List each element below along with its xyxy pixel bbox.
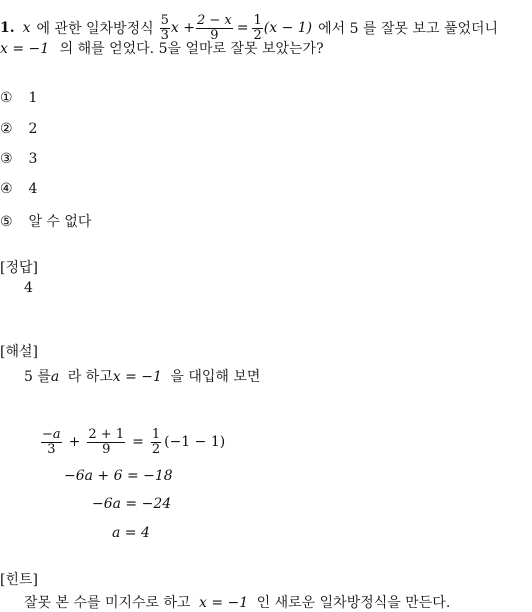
step1-frac-3: $\frac{1}{2}$	[151, 426, 161, 457]
answer-heading: [정답]	[0, 260, 38, 276]
choice-label: 4	[28, 181, 38, 197]
choice-3[interactable]	[0, 151, 37, 167]
explanation-math: x = −1	[112, 369, 162, 385]
question-text-after: 에서 5 를 잘못 보고 풀었더니	[318, 21, 499, 37]
question-text-before: 에 관한 일차방정식	[36, 21, 154, 37]
explanation-intro: 5 를a 라 하고x = −1 을 대입해 보면	[24, 369, 261, 385]
step1-frac-2: $\frac{2 + 1}{9}$	[88, 426, 125, 457]
explanation-var: a	[50, 369, 60, 385]
choice-1[interactable]	[0, 90, 37, 106]
eq-equals: =	[236, 20, 249, 36]
question-var: x	[22, 20, 31, 36]
eq-term1-tail: x +	[170, 20, 195, 36]
choice-4[interactable]	[0, 181, 37, 197]
choice-label: 2	[28, 121, 38, 137]
eq-frac-3: $\frac{1}{2}$	[253, 12, 262, 43]
question-line-2	[0, 38, 324, 58]
choice-mark: ①	[0, 90, 13, 106]
answer-value: 4	[24, 280, 33, 296]
explanation-heading: [해설]	[0, 344, 38, 360]
eq-frac-1: $\frac{5}{3}$	[160, 12, 169, 43]
choice-mark: ②	[0, 121, 13, 137]
hint-text: 잘못 본 수를 미지수로 하고 x = −1 인 새로운 일차방정식을 만든다.	[24, 595, 451, 611]
choice-label: 3	[28, 151, 38, 167]
hint-math: x = −1	[199, 595, 249, 611]
question-line2-math: x = −1	[0, 41, 50, 57]
explanation-step-1: $\frac{-a}{3}$ + $\frac{2 + 1}{9}$ = $\frac{1}{2}$ (−1 − 1)	[42, 426, 226, 457]
choice-label: 1	[28, 90, 38, 106]
step1-frac-1: $\frac{-a}{3}$	[42, 426, 61, 457]
choice-label: 알 수 없다	[28, 214, 92, 230]
choice-2[interactable]	[0, 121, 37, 137]
choice-mark: ④	[0, 181, 13, 197]
explanation-step-3: −6a = −24	[92, 496, 172, 512]
question-line2-text: 의 해를 얻었다. 5을 얼마로 잘못 보았는가?	[59, 41, 324, 57]
explanation-step-2: −6a + 6 = −18	[64, 468, 173, 484]
choice-mark: ⑤	[0, 214, 13, 230]
eq-frac-2: $\frac{2 - x}{9}$	[196, 12, 232, 43]
eq-rhs-tail: (x − 1)	[263, 20, 313, 36]
explanation-step-4: a = 4	[112, 525, 150, 541]
choice-5[interactable]	[0, 211, 91, 231]
hint-heading: [힌트]	[0, 572, 38, 588]
question-number: 1.	[0, 20, 15, 36]
choice-mark: ③	[0, 151, 13, 167]
